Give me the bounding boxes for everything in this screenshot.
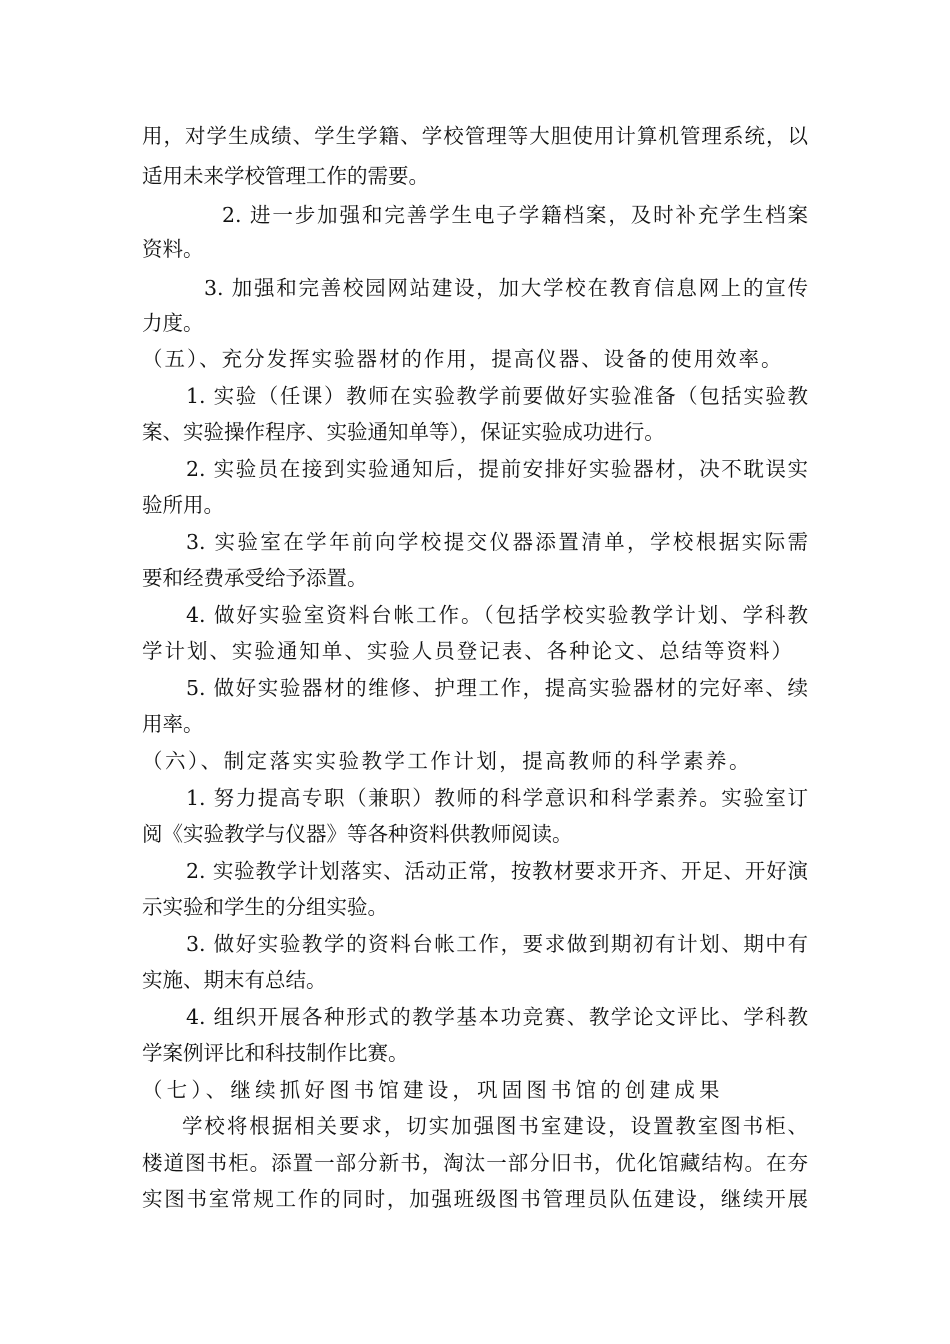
paragraph-line: 用，对学生成绩、学生学籍、学校管理等大胆使用计算机管理系统，以 — [142, 124, 808, 148]
paragraph-line: 验所用。 — [142, 493, 224, 517]
paragraph-line: 资料。 — [142, 237, 204, 261]
list-item-2-line: 2. 进一步加强和完善学生电子学籍档案，及时补充学生档案 — [222, 203, 808, 227]
paragraph-line: 实图书室常规工作的同时，加强班级图书管理员队伍建设，继续开展 — [142, 1187, 808, 1211]
paragraph-line: 学校将根据相关要求，切实加强图书室建设，设置教室图书柜、 — [182, 1114, 808, 1138]
list-item-line: 4. 做好实验室资料台帐工作。（包括学校实验教学计划、学科教 — [186, 603, 808, 627]
paragraph-line: 示实验和学生的分组实验。 — [142, 895, 388, 919]
paragraph-line: 要和经费承受给予添置。 — [142, 566, 368, 590]
list-item-line: 3. 做好实验教学的资料台帐工作，要求做到期初有计划、期中有 — [186, 932, 808, 956]
paragraph-line: 阅《实验教学与仪器》等各种资料供教师阅读。 — [142, 822, 573, 846]
paragraph-line: 学计划、实验通知单、实验人员登记表、各种论文、总结等资料） — [142, 639, 792, 663]
list-item-line: 2. 实验教学计划落实、活动正常，按教材要求开齐、开足、开好演 — [186, 859, 808, 883]
section-heading-5: （五）、充分发挥实验器材的作用，提高仪器、设备的使用效率。 — [142, 347, 782, 371]
paragraph-line: 案、实验操作程序、实验通知单等），保证实验成功进行。 — [142, 420, 665, 444]
section-heading-6: （六）、制定落实实验教学工作计划，提高教师的科学素养。 — [142, 749, 750, 773]
paragraph-line: 力度。 — [142, 311, 204, 335]
list-item-line: 3. 实验室在学年前向学校提交仪器添置清单，学校根据实际需 — [186, 530, 808, 554]
section-heading-7: （七）、继续抓好图书馆建设，巩固图书馆的创建成果 — [142, 1078, 720, 1102]
list-item-line: 5. 做好实验器材的维修、护理工作，提高实验器材的完好率、续 — [186, 676, 808, 700]
paragraph-line: 适用未来学校管理工作的需要。 — [142, 164, 429, 188]
list-item-3-line: 3. 加强和完善校园网站建设，加大学校在教育信息网上的宣传 — [204, 276, 808, 300]
paragraph-line: 用率。 — [142, 712, 204, 736]
list-item-line: 1. 实验（任课）教师在实验教学前要做好实验准备（包括实验教 — [186, 384, 808, 408]
list-item-line: 1. 努力提高专职（兼职）教师的科学意识和科学素养。实验室订 — [186, 786, 808, 810]
paragraph-line: 学案例评比和科技制作比赛。 — [142, 1041, 409, 1065]
paragraph-line: 实施、期末有总结。 — [142, 968, 327, 992]
list-item-line: 4. 组织开展各种形式的教学基本功竞赛、教学论文评比、学科教 — [186, 1005, 808, 1029]
list-item-line: 2. 实验员在接到实验通知后，提前安排好实验器材，决不耽误实 — [186, 457, 808, 481]
paragraph-line: 楼道图书柜。添置一部分新书，淘汰一部分旧书，优化馆藏结构。在夯 — [142, 1151, 808, 1175]
